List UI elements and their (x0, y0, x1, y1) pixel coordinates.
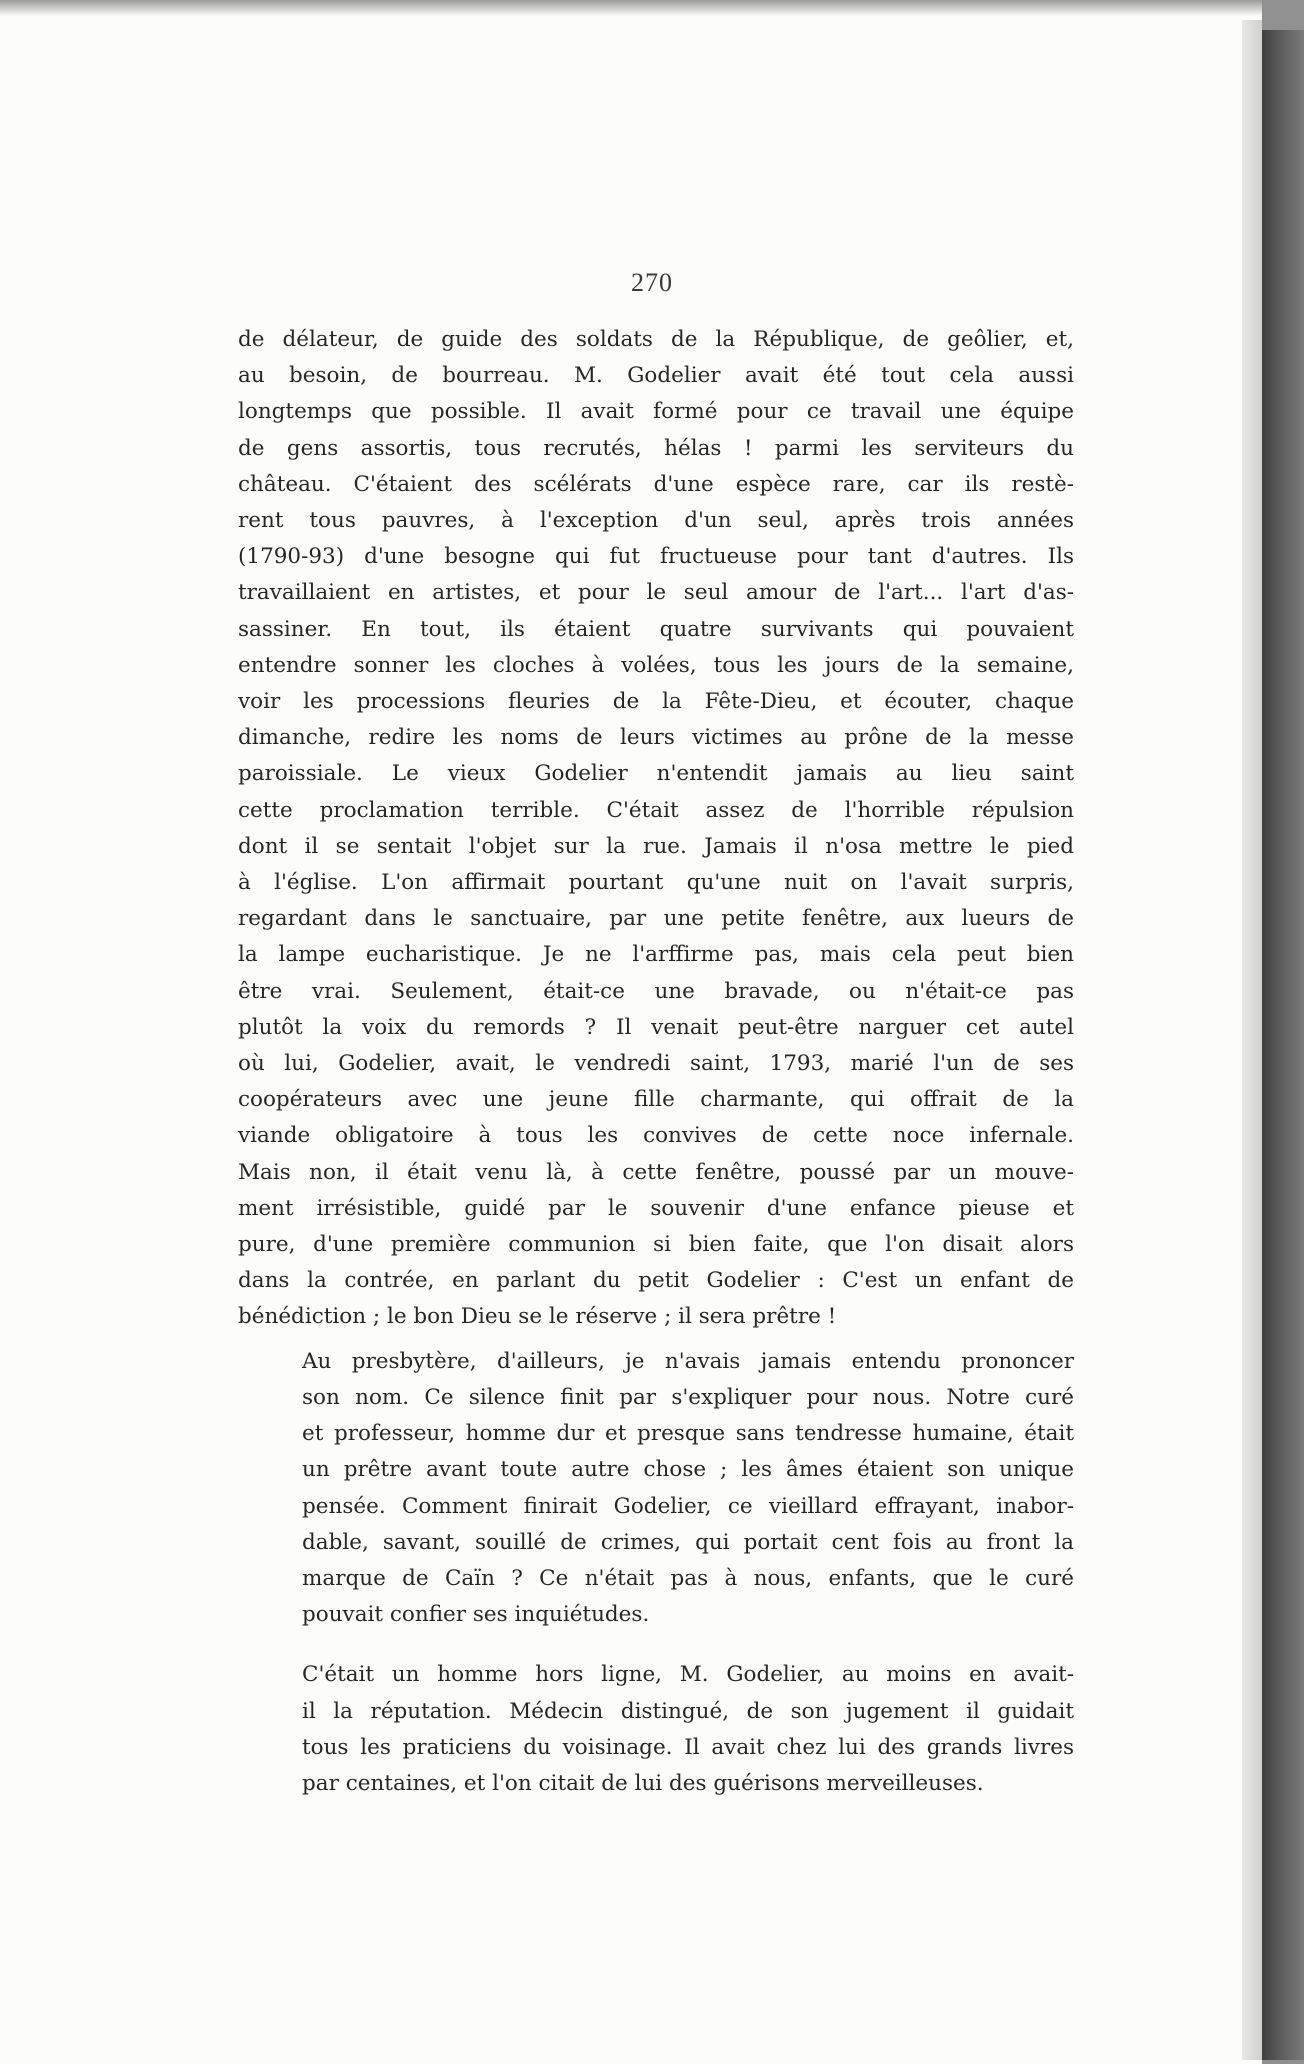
paragraph-1 (238, 322, 1074, 1336)
text-line: de gens assortis, tous recrutés, hélas ! parmi les serviteurs du (238, 435, 1074, 461)
text-line: viande obligatoire à tous les convives de cette noce infernale. (238, 1123, 1074, 1149)
text-line: et professeur, homme dur et presque sans tendresse humaine, était (302, 1421, 1074, 1447)
text-line: plutôt la voix du remords ? Il venait peut-être narguer cet autel (238, 1014, 1074, 1040)
text-line: rent tous pauvres, à l'exception d'un seul, après trois années (238, 508, 1074, 534)
text-line: dimanche, redire les noms de leurs victimes au prône de la messe (238, 725, 1074, 751)
text-line: bénédiction ; le bon Dieu se le réserve ; il sera prêtre ! (238, 1304, 837, 1330)
text-line: coopérateurs avec une jeune fille charmante, qui offrait de la (238, 1087, 1074, 1113)
text-line: dans la contrée, en parlant du petit Godelier : C'est un enfant de (238, 1268, 1074, 1294)
text-line: regardant dans le sanctuaire, par une petite fenêtre, aux lueurs de (238, 906, 1074, 932)
text-line: dable, savant, souillé de crimes, qui portait cent fois au front la (302, 1529, 1074, 1555)
text-line: Au presbytère, d'ailleurs, je n'avais jamais entendu prononcer (302, 1348, 1074, 1374)
text-line: à l'église. L'on affirmait pourtant qu'une nuit on l'avait surpris, (238, 870, 1074, 896)
text-line: longtemps que possible. Il avait formé pour ce travail une équipe (238, 399, 1074, 425)
text-line: par centaines, et l'on citait de lui des guérisons merveilleuses. (302, 1770, 984, 1796)
text-line: paroissiale. Le vieux Godelier n'entendit jamais au lieu saint (238, 761, 1074, 787)
paragraph-2 (238, 1344, 1074, 1634)
text-line: pensée. Comment finirait Godelier, ce vieillard effrayant, inabor- (302, 1493, 1074, 1519)
text-line: marque de Caïn ? Ce n'était pas à nous, enfants, que le curé (302, 1565, 1074, 1591)
text-line: Mais non, il était venu là, à cette fenêtre, poussé par un mouve- (238, 1159, 1074, 1185)
page-number: 270 (631, 268, 673, 297)
text-line: où lui, Godelier, avait, le vendredi saint, 1793, marié l'un de ses (238, 1051, 1074, 1077)
text-line: voir les processions fleuries de la Fête-Dieu, et écouter, chaque (238, 689, 1074, 715)
text-line: il la réputation. Médecin distingué, de son jugement il guidait (302, 1698, 1074, 1724)
text-line: un prêtre avant toute autre chose ; les âmes étaient son unique (302, 1457, 1074, 1483)
text-line: ment irrésistible, guidé par le souvenir d'une enfance pieuse et (238, 1195, 1074, 1221)
text-line: C'était un homme hors ligne, M. Godelier, au moins en avait- (302, 1662, 1074, 1688)
text-line: au besoin, de bourreau. M. Godelier avait été tout cela aussi (238, 363, 1074, 389)
text-line: tous les praticiens du voisinage. Il avait chez lui des grands livres (302, 1734, 1074, 1760)
text-line: la lampe eucharistique. Je ne l'arffirme pas, mais cela peut bien (238, 942, 1074, 968)
paragraph-3 (238, 1657, 1074, 1802)
text-line: château. C'étaient des scélérats d'une espèce rare, car ils restè- (238, 471, 1074, 497)
text-line: dont il se sentait l'objet sur la rue. Jamais il n'osa mettre le pied (238, 833, 1074, 859)
text-line: pouvait confier ses inquiétudes. (302, 1602, 650, 1628)
text-line: travaillaient en artistes, et pour le seul amour de l'art... l'art d'as- (238, 580, 1074, 606)
text-line: sassiner. En tout, ils étaient quatre survivants qui pouvaient (238, 616, 1074, 642)
text-line: (1790-93) d'une besogne qui fut fructueuse pour tant d'autres. Ils (238, 544, 1074, 570)
binding-shadow (1262, 30, 1304, 2060)
text-line: être vrai. Seulement, était-ce une bravade, ou n'était-ce pas (238, 978, 1074, 1004)
text-line: cette proclamation terrible. C'était assez de l'horrible répulsion (238, 797, 1074, 823)
page-edge (1242, 20, 1262, 2060)
body-text (238, 322, 1074, 1802)
text-line: son nom. Ce silence finit par s'expliquer pour nous. Notre curé (302, 1384, 1074, 1410)
text-line: pure, d'une première communion si bien faite, que l'on disait alors (238, 1232, 1074, 1258)
text-line: entendre sonner les cloches à volées, tous les jours de la semaine, (238, 652, 1074, 678)
top-shadow (0, 0, 1262, 16)
text-line: de délateur, de guide des soldats de la République, de geôlier, et, (238, 327, 1074, 352)
